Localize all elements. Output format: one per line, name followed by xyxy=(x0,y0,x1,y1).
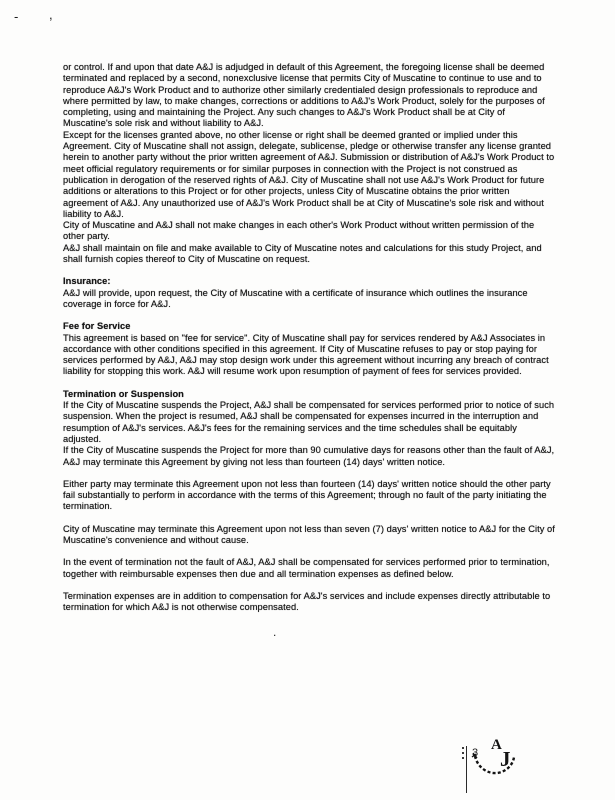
paragraph-either-party-termination: Either party may terminate this Agreement upon not less than fourteen (14) days' written notice should the other party fail substantially to perform in accordance with the terms of this Agreement; through no fault of the party initiating the termination. xyxy=(63,478,551,512)
aj-logo-letter-a: A xyxy=(491,737,502,753)
heading-termination-or-suspension: Termination or Suspension xyxy=(63,388,184,399)
paragraph-insurance: A&J will provide, upon request, the City of Muscatine with a certificate of insurance which outlines the insurance coverage in force for A&J. xyxy=(63,287,528,309)
aj-logo-letter-j: J xyxy=(500,747,511,771)
paragraph-license-default: or control. If and upon that date A&J is adjudged in default of this Agreement, the foregoing license shall be deemed terminated and replaced by a second, nonexclusive license that permits City of Muscatine to continue to use and to reproduce A&J's Work Product and to authorize other similarly credentialed design professionals to reproduce and where permitted by law, to make changes, corrections or additions to A&J's Work Product, solely for the purposes of completing, using and maintaining the Project. Any such changes to A&J's Work Product shall be at City of Muscatine's sole risk and without liability to A&J. xyxy=(63,62,545,129)
paragraph-city-termination: City of Muscatine may terminate this Agreement upon not less than seven (7) days' written notice to A&J for the City of Muscatine's convenience and without cause. xyxy=(63,523,555,545)
paragraph-maintain-on-file: A&J shall maintain on file and make available to City of Muscatine notes and calculations for this study Project, and shall furnish copies thereof to City of Muscatine on request. xyxy=(63,242,542,265)
heading-insurance: Insurance: xyxy=(63,276,111,287)
paragraph-termination-expenses: Termination expenses are in addition to compensation for A&J's services and include expenses directly attributable to termination for which A&J is not otherwise compensated. xyxy=(63,590,551,613)
body-text xyxy=(63,62,555,613)
page-number: 3 xyxy=(472,747,479,759)
paragraph-suspension-compensation: If the City of Muscatine suspends the Project, A&J shall be compensated for services performed prior to notice of such suspension. When the project is resumed, A&J shall be compensated for expenses incurred in the interruption and resumption of A&J's services. A&J's fees for the remaining services and the time schedules shall be equitably adjusted. xyxy=(63,400,555,444)
scan-speck-comma: , xyxy=(49,7,53,22)
heading-fee-for-service: Fee for Service xyxy=(63,321,131,332)
paragraph-90-day-suspension: If the City of Muscatine suspends the Project for more than 90 cumulative days for reasons other than the fault of A&J, A&J may terminate this Agreement by giving not less than fourteen (14) days' written notice. xyxy=(63,445,555,467)
fold-line-dots xyxy=(462,747,464,761)
scan-speck-dot: . xyxy=(273,625,277,639)
aj-logo xyxy=(470,732,520,780)
paragraph-no-changes: City of Muscatine and A&J shall not make changes in each other's Work Product without written permission of the other party. xyxy=(63,220,535,242)
paragraph-fee-for-service: This agreement is based on "fee for service". City of Muscatine shall pay for services rendered by A&J Associates in accordance with other conditions specified in this agreement. If City of Muscatine refuses to pay or stop paying for services performed by A&J, A&J may stop design work under this agreement without incurring any breach of contract liability for stopping this work. A&J will resume work upon resumption of payment of fees for services provided. xyxy=(63,332,549,377)
paragraph-license-restrictions: Except for the licenses granted above, no other license or right shall be deemed granted or implied under this Agreement. City of Muscatine shall not assign, delegate, sublicense, pledge or otherwise transfer any license granted herein to another party without the prior written agreement of A&J. Submission or distribution of A&J's Work Product to meet official regulatory requirements or for similar purposes in connection with the Project is not construed as publication in derogation of the reserved rights of A&J. City of Muscatine shall not use A&J's Work Product for future additions or alterations to this Project or for other projects, unless City of Muscatine obtains the prior written agreement of A&J. Any unauthorized use of A&J's Work Product shall be at City of Muscatine's sole risk and without liability to A&J. xyxy=(63,129,555,219)
paragraph-termination-compensation: In the event of termination not the fault of A&J, A&J shall be compensated for services performed prior to termination, together with reimbursable expenses then due and all termination expenses as defined below. xyxy=(63,557,550,579)
scan-speck-dash: - xyxy=(14,9,19,24)
fold-line xyxy=(466,746,467,793)
